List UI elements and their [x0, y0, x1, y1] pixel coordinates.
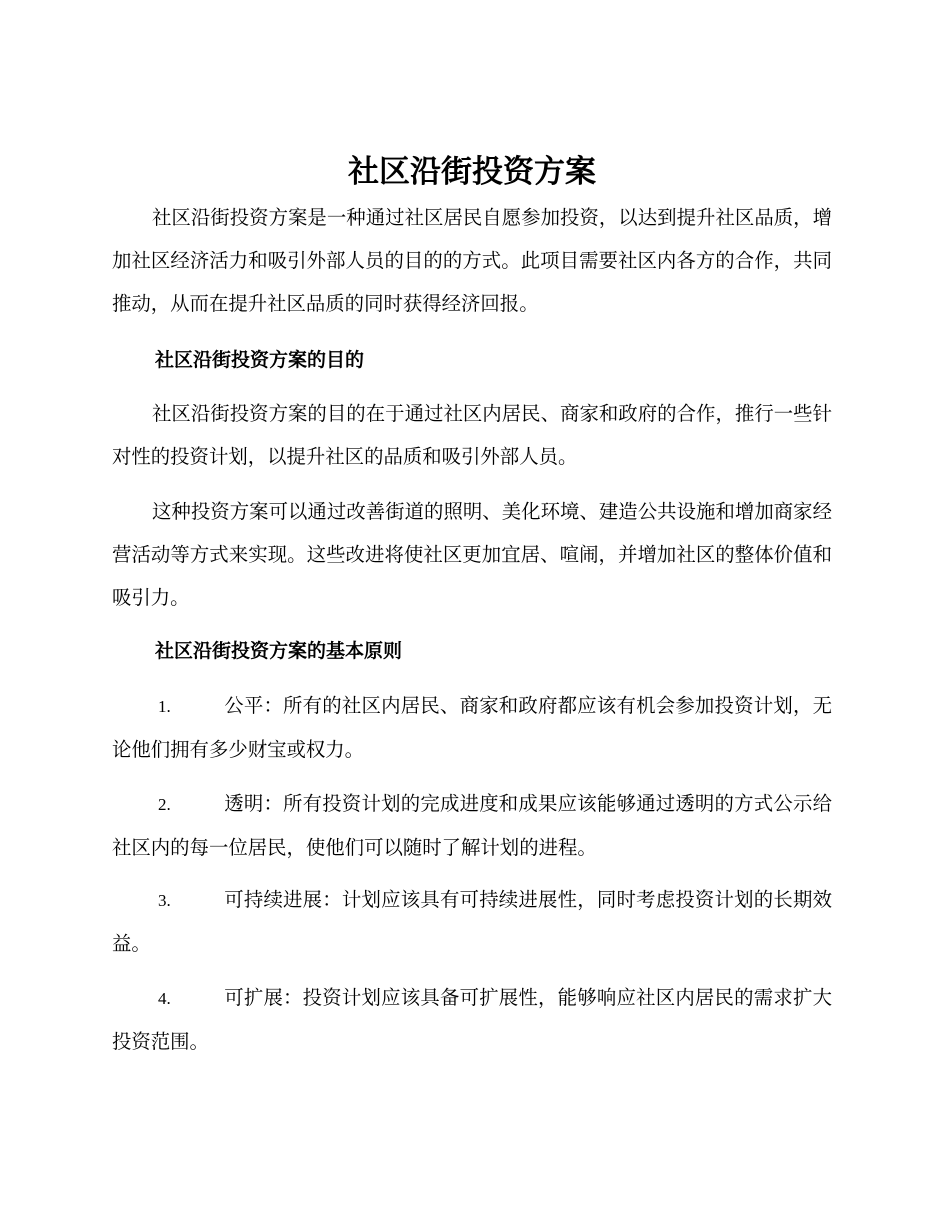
- list-item: [112, 782, 832, 869]
- list-item-text: 公平：所有的社区内居民、商家和政府都应该有机会参加投资计划，无论他们拥有多少财宝或权力。: [112, 694, 832, 761]
- section-heading-purpose: 社区沿街投资方案的目的: [155, 349, 365, 371]
- section-heading-principles: 社区沿街投资方案的基本原则: [155, 640, 403, 662]
- list-item: [112, 878, 832, 965]
- purpose-paragraph-1: 社区沿街投资方案的目的在于通过社区内居民、商家和政府的合作，推行一些针对性的投资计划，以提升社区的品质和吸引外部人员。: [112, 402, 832, 468]
- intro-paragraph: 社区沿街投资方案是一种通过社区居民自愿参加投资，以达到提升社区品质，增加社区经济活力和吸引外部人员的目的的方式。此项目需要社区内各方的合作，共同推动，从而在提升社区品质的同时获得经济回报。: [112, 206, 832, 315]
- document-title: 社区沿街投资方案: [348, 154, 596, 190]
- purpose-paragraph-2: 这种投资方案可以通过改善街道的照明、美化环境、建造公共设施和增加商家经营活动等方式来实现。这些改进将使社区更加宜居、喧闹，并增加社区的整体价值和吸引力。: [112, 500, 832, 609]
- list-item-text: 可持续进展：计划应该具有可持续进展性，同时考虑投资计划的长期效益。: [112, 888, 832, 955]
- list-item: [112, 976, 832, 1063]
- list-item-text: 可扩展：投资计划应该具备可扩展性，能够响应社区内居民的需求扩大投资范围。: [112, 986, 832, 1053]
- list-item-number: 4.: [158, 989, 171, 1008]
- list-item-number: 1.: [158, 697, 171, 716]
- list-item-number: 3.: [158, 891, 171, 910]
- list-item-text: 透明：所有投资计划的完成进度和成果应该能够通过透明的方式公示给社区内的每一位居民，使他们可以随时了解计划的进程。: [112, 792, 832, 859]
- list-item: [112, 684, 832, 771]
- list-item-number: 2.: [158, 795, 171, 814]
